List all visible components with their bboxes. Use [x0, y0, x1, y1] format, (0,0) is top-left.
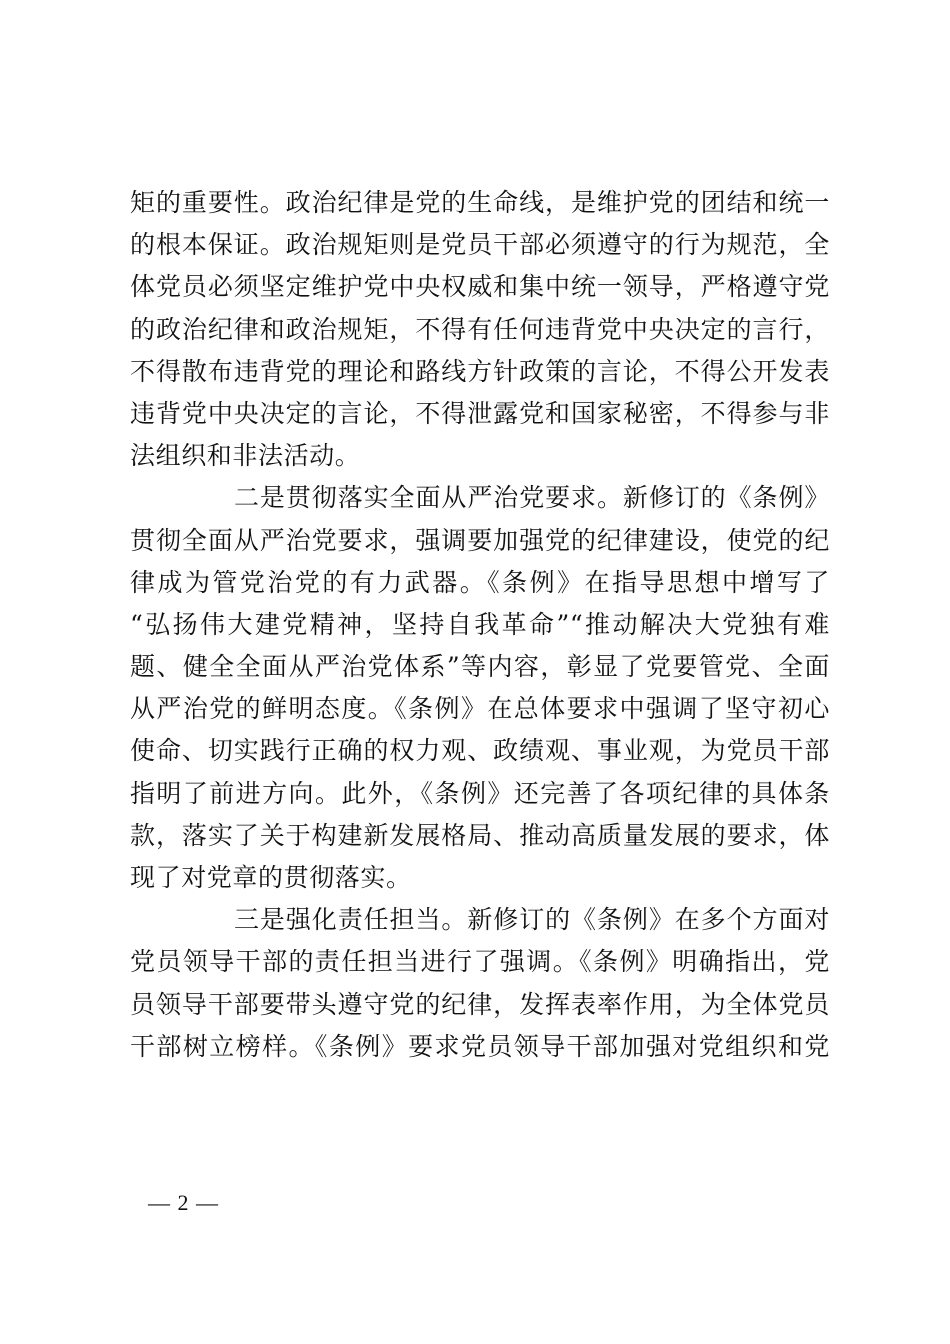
text-line: 矩的重要性。政治纪律是党的生命线，是维护党的团结和统一: [130, 188, 830, 217]
text-line: 的政治纪律和政治规矩，不得有任何违背党中央决定的言行，: [130, 314, 830, 344]
paragraph-start-line: 三是强化责任担当。新修订的《条例》在多个方面对: [234, 905, 830, 935]
page-number: — 2 —: [148, 1190, 219, 1215]
text-line: 款，落实了关于构建新发展格局、推动高质量发展的要求，体: [130, 820, 830, 850]
text-line: 员领导干部要带头遵守党的纪律，发挥表率作用，为全体党员: [130, 989, 830, 1019]
text-line: 使命、切实践行正确的权力观、政绩观、事业观，为党员干部: [130, 736, 830, 766]
text-line: 的根本保证。政治规矩则是党员干部必须遵守的行为规范，全: [130, 230, 830, 260]
text-line: 党员领导干部的责任担当进行了强调。《条例》明确指出，党: [130, 947, 830, 977]
text-line: 违背党中央决定的言论，不得泄露党和国家秘密，不得参与非: [130, 398, 830, 428]
text-line: 贯彻全面从严治党要求，强调要加强党的纪律建设，使党的纪: [130, 525, 830, 555]
text-line: 题、健全全面从严治党体系”等内容，彰显了党要管党、全面: [130, 652, 830, 682]
text-line: 体党员必须坚定维护党中央权威和集中统一领导，严格遵守党: [130, 272, 830, 302]
body-text: [130, 182, 830, 1068]
text-line: 律成为管党治党的有力武器。《条例》在指导思想中增写了: [130, 567, 830, 597]
text-line: 干部树立榜样。《条例》要求党员领导干部加强对党组织和党: [130, 1031, 830, 1061]
text-line: “弘扬伟大建党精神，坚持自我革命”“推动解决大党独有难: [130, 609, 830, 639]
text-line: 从严治党的鲜明态度。《条例》在总体要求中强调了坚守初心: [130, 694, 830, 724]
text-line: 指明了前进方向。此外，《条例》还完善了各项纪律的具体条: [130, 778, 830, 808]
paragraph-start-line: 二是贯彻落实全面从严治党要求。新修订的《条例》: [234, 483, 830, 513]
text-line: 不得散布违背党的理论和路线方针政策的言论，不得公开发表: [130, 356, 830, 386]
text-line: 现了对党章的贯彻落实。: [130, 863, 412, 892]
text-line: 法组织和非法活动。: [130, 441, 361, 471]
